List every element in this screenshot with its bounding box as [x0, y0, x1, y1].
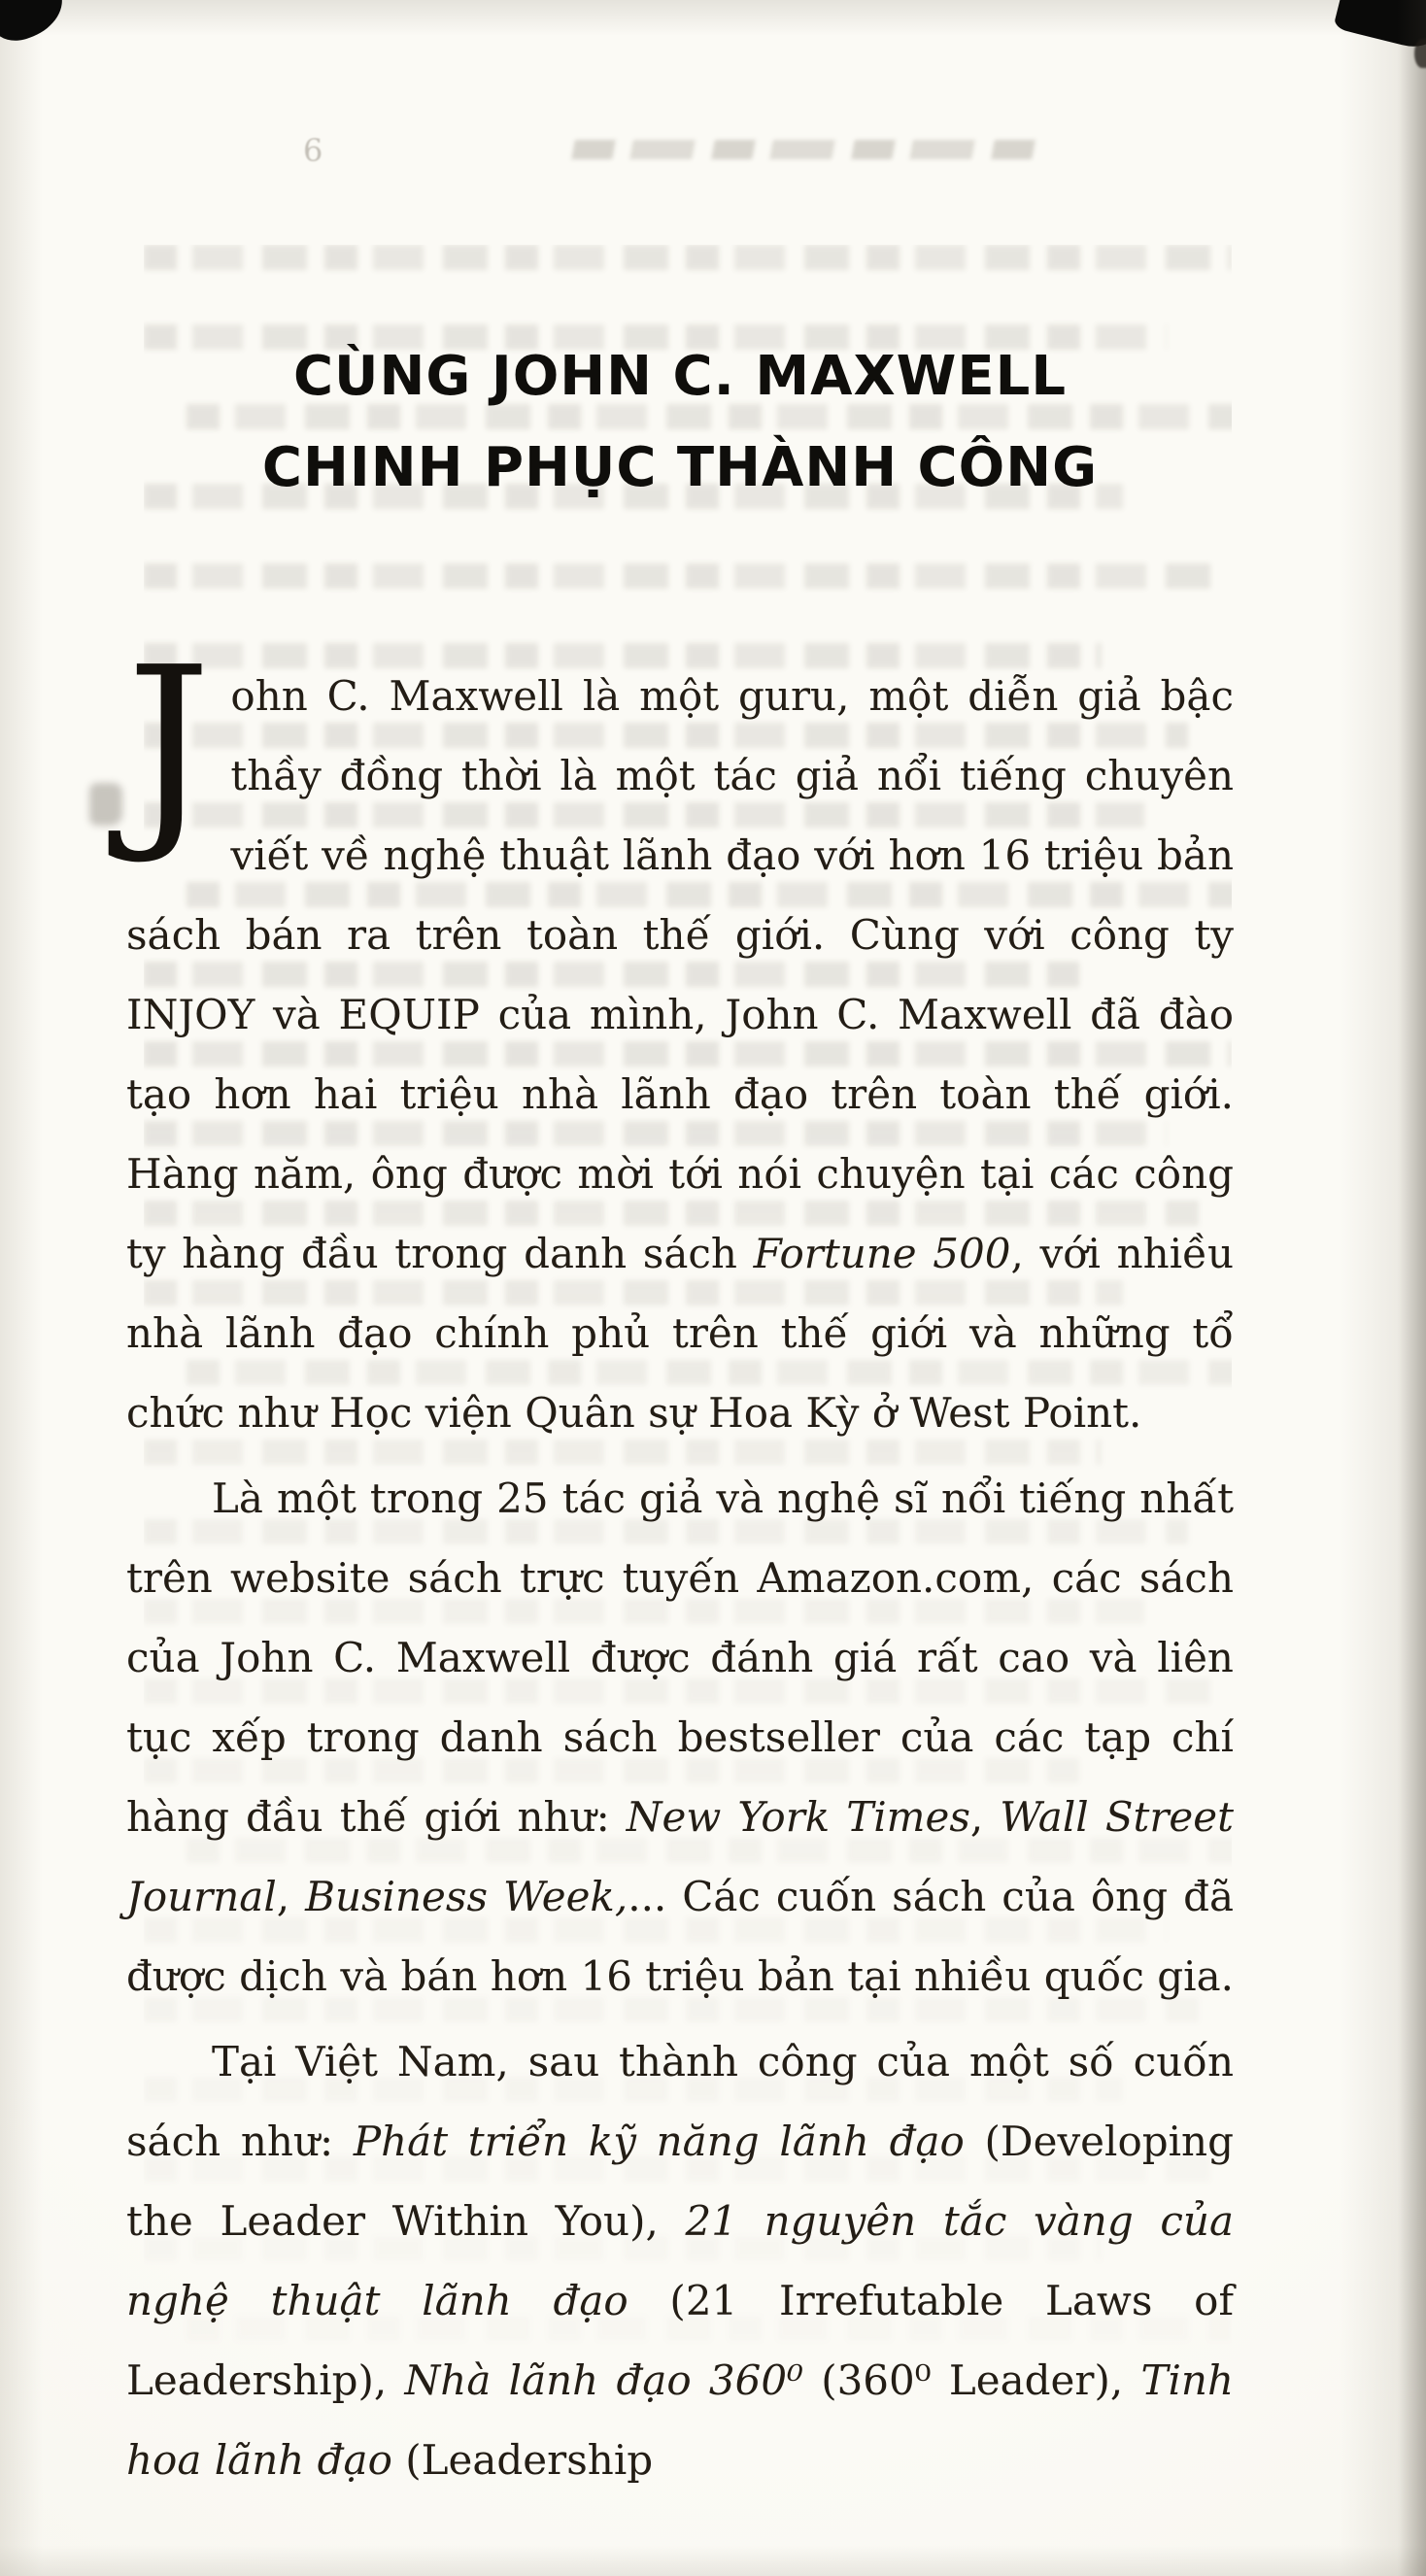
paragraph-2: Là một trong 25 tác giả và nghệ sĩ nổi tiếng nhất trên website sách trực tuyến Amazon.com, các sách của John C. Maxwell được đánh giá rất cao và liên tục xếp trong danh sách bestseller của các tạp chí hàng đầu thế giới như: New York Times, Wall Street Journal, Business Week,... Các cuốn sách của ông đã được dịch và bán hơn 16 triệu bản tại nhiều quốc gia.: [126, 1474, 1235, 2000]
page-number: 6: [303, 132, 323, 169]
paragraph-1-text: ohn C. Maxwell là một guru, một diễn giả bậc thầy đồng thời là một tác giả nổi tiếng chuyên viết về nghệ thuật lãnh đạo với hơn 16 triệu bản sách bán ra trên toàn thế giới. Cùng với công ty INJOY và EQUIP của mình, John C. Maxwell đã đào tạo hơn hai triệu nhà lãnh đạo trên toàn thế giới. Hàng năm, ông được mời tới nói chuyện tại các công ty hàng đầu trong danh sách Fortune 500, với nhiều nhà lãnh đạo chính phủ trên thế giới và những tổ chức như Học viện Quân sự Hoa Kỳ ở West Point.: [126, 672, 1235, 1437]
paragraph-3: Tại Việt Nam, sau thành công của một số cuốn sách như: Phát triển kỹ năng lãnh đạo (Developing the Leader Within You), 21 nguyên tắc vàng của nghệ thuật lãnh đạo (21 Irrefutable Laws of Leadership), Nhà lãnh đạo 360⁰ (360⁰ Leader), Tinh hoa lãnh đạo (Leadership: [126, 2038, 1234, 2484]
body-text: [126, 623, 1235, 2506]
paragraph-1: [126, 623, 1235, 1453]
chapter-title-line2: CHINH PHỤC THÀNH CÔNG: [261, 436, 1099, 499]
scan-edge-shadow: [1397, 0, 1426, 2576]
running-head: [126, 130, 1234, 171]
bleed-through-glyph-mark: [89, 783, 122, 826]
chapter-title: [126, 331, 1234, 514]
running-head-title-faint: [571, 140, 1041, 159]
drop-cap: J: [126, 623, 212, 868]
chapter-title-line1: CÙNG JOHN C. MAXWELL: [292, 345, 1068, 408]
scan-artifact-top-left: [0, 0, 72, 49]
